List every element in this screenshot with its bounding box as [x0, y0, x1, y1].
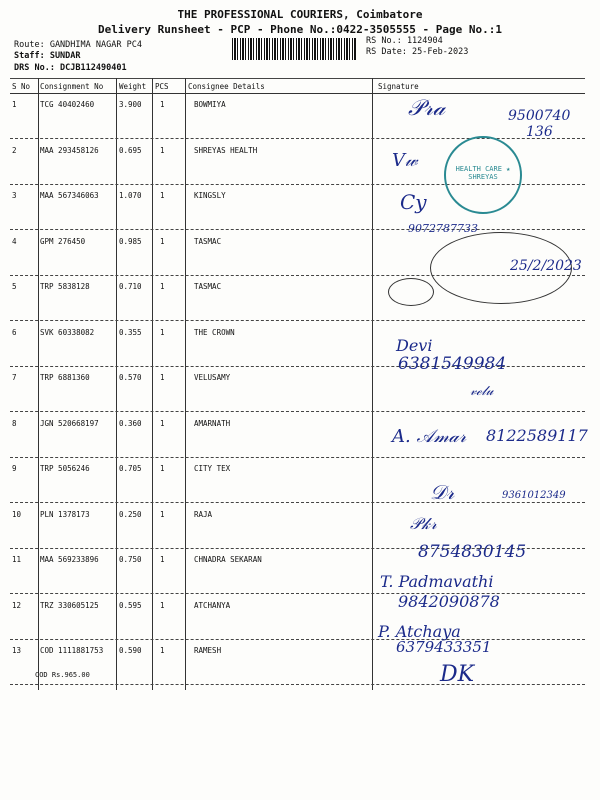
- route-label: Route: GANDHIMA NAGAR PC4: [14, 40, 142, 50]
- cod-amount: COD Rs.965.00: [35, 671, 90, 679]
- handwritten-phone: 9842090878: [398, 592, 500, 611]
- row-consignment: MAA 293458126: [40, 145, 99, 155]
- row-consignment: TRP 5056246: [40, 464, 90, 473]
- row-weight: 0.250: [119, 509, 142, 519]
- row-sno: 4: [12, 236, 17, 246]
- row-sno: 10: [12, 509, 22, 519]
- row-consignment: TRZ 330605125: [40, 600, 99, 610]
- row-sno: 9: [12, 464, 17, 473]
- signature-row-13: DK: [440, 662, 475, 687]
- col-divider: [372, 78, 373, 690]
- row-sno: 6: [12, 327, 17, 337]
- row-pcs: 1: [160, 236, 165, 246]
- signature-row-9: 𝒟𝓇: [430, 480, 455, 504]
- signature-row-7: 𝓋ℯ𝓁𝓊: [470, 384, 494, 399]
- handwritten-phone: 8754830145: [418, 542, 527, 562]
- row-consignment: TCG 40402460: [40, 100, 95, 109]
- row-sno: 3: [12, 191, 17, 200]
- row-sno: 8: [12, 418, 17, 428]
- row-consignee: ATCHANYA: [194, 600, 231, 610]
- row-divider: [10, 457, 585, 458]
- handwritten-date: 25/2/2023: [510, 258, 582, 274]
- signature-row-1: 𝒫𝓇𝒶: [408, 96, 446, 121]
- col-header-consignment: Consignment No: [40, 82, 104, 91]
- row-pcs: 1: [160, 191, 165, 200]
- row-divider: [10, 411, 585, 412]
- signature-row-10: 𝒫𝓀𝓇: [410, 514, 437, 533]
- row-weight: 0.595: [119, 600, 142, 610]
- row-consignee: AMARNATH: [194, 418, 231, 428]
- col-divider: [38, 78, 39, 690]
- row-pcs: 1: [160, 555, 165, 564]
- row-divider: [10, 639, 585, 640]
- row-consignee: RAJA: [194, 509, 213, 519]
- row-pcs: 1: [160, 418, 165, 428]
- row-pcs: 1: [160, 100, 165, 109]
- signature-row-2: V𝓌: [392, 150, 418, 171]
- handwritten-note: 136: [526, 124, 553, 140]
- row-consignment: COD 1111881753: [40, 646, 104, 655]
- col-header-weight: Weight: [119, 82, 147, 91]
- row-consignment: SVK 60338082: [40, 327, 95, 337]
- header-rule: [10, 93, 585, 94]
- row-weight: 0.695: [119, 145, 142, 155]
- staff-label: Staff: SUNDAR: [14, 51, 81, 61]
- row-weight: 0.705: [119, 464, 142, 473]
- row-consignment: JGN 520668197: [40, 418, 99, 428]
- row-consignment: TRP 6881360: [40, 373, 90, 382]
- row-weight: 0.710: [119, 282, 142, 291]
- rs-no-label: RS No.: 1124904: [366, 36, 443, 46]
- handwritten-phone: 9072787733: [408, 222, 478, 235]
- handwritten-phone: 9500740: [508, 108, 571, 124]
- row-divider: [10, 502, 585, 503]
- row-pcs: 1: [160, 464, 165, 473]
- row-sno: 7: [12, 373, 17, 382]
- row-weight: 0.570: [119, 373, 142, 382]
- signature-row-8: A. 𝒜𝓂𝒶𝓇: [392, 426, 467, 447]
- handwritten-phone: 8122589117: [486, 426, 588, 445]
- rs-date-label: RS Date: 25-Feb-2023: [366, 47, 469, 57]
- row-pcs: 1: [160, 600, 165, 610]
- row-consignee: THE CROWN: [194, 327, 235, 337]
- row-consignee: TASMAC: [194, 282, 222, 291]
- top-rule: [10, 78, 585, 79]
- tasmac-seal-2: [388, 278, 434, 306]
- row-consignment: TRP 5838128: [40, 282, 90, 291]
- runsheet-title: THE PROFESSIONAL COURIERS, Coimbatore: [177, 8, 423, 21]
- row-pcs: 1: [160, 646, 165, 655]
- row-consignment: PLN 1378173: [40, 509, 90, 519]
- company-seal: HEALTH CARE ★ SHREYAS: [444, 136, 522, 214]
- row-sno: 11: [12, 555, 22, 564]
- row-consignee: CHNADRA SEKARAN: [194, 555, 262, 564]
- handwritten-phone: 6381549984: [398, 354, 507, 374]
- row-consignee: CITY TEX: [194, 464, 231, 473]
- col-divider: [152, 78, 153, 690]
- row-sno: 5: [12, 282, 17, 291]
- row-consignee: VELUSAMY: [194, 373, 231, 382]
- handwritten-name: P. Atchaya: [378, 622, 461, 641]
- row-weight: 0.985: [119, 236, 142, 246]
- row-weight: 1.070: [119, 191, 142, 200]
- row-weight: 0.360: [119, 418, 142, 428]
- row-consignee: SHREYAS HEALTH: [194, 145, 258, 155]
- row-divider: [10, 684, 585, 685]
- handwritten-name: T. Padmavathi: [380, 572, 494, 591]
- row-consignment: MAA 569233896: [40, 555, 99, 564]
- row-sno: 12: [12, 600, 22, 610]
- col-divider: [185, 78, 186, 690]
- row-divider: [10, 320, 585, 321]
- runsheet-subtitle: Delivery Runsheet - PCP - Phone No.:0422-3505555 - Page No.:1: [98, 23, 502, 36]
- row-weight: 0.750: [119, 555, 142, 564]
- row-consignment: MAA 567346063: [40, 191, 99, 200]
- row-sno: 1: [12, 100, 17, 109]
- row-sno: 13: [12, 646, 22, 655]
- drs-label: DRS No.: DCJB112490401: [14, 63, 127, 73]
- row-consignee: KINGSLY: [194, 191, 226, 200]
- row-pcs: 1: [160, 282, 165, 291]
- row-consignee: TASMAC: [194, 236, 222, 246]
- col-header-consignee: Consignee Details: [188, 82, 265, 91]
- row-weight: 0.590: [119, 646, 142, 655]
- row-divider: [10, 229, 585, 230]
- row-consignee: BOWMIYA: [194, 100, 226, 109]
- row-weight: 0.355: [119, 327, 142, 337]
- handwritten-phone: 6379433351: [396, 638, 492, 656]
- row-pcs: 1: [160, 145, 165, 155]
- signature-row-3: Cy: [400, 190, 427, 214]
- barcode: [232, 38, 356, 60]
- col-header-sno: S No: [12, 82, 31, 91]
- row-sno: 2: [12, 145, 17, 155]
- handwritten-phone: 9361012349: [502, 490, 566, 501]
- handwritten-name: Devi: [396, 336, 433, 355]
- col-divider: [116, 78, 117, 690]
- row-consignee: RAMESH: [194, 646, 222, 655]
- row-weight: 3.900: [119, 100, 142, 109]
- row-consignment: GPM 276450: [40, 236, 86, 246]
- col-header-pcs: PCS: [155, 82, 169, 91]
- row-pcs: 1: [160, 373, 165, 382]
- row-pcs: 1: [160, 509, 165, 519]
- row-pcs: 1: [160, 327, 165, 337]
- col-header-signature: Signature: [378, 82, 419, 91]
